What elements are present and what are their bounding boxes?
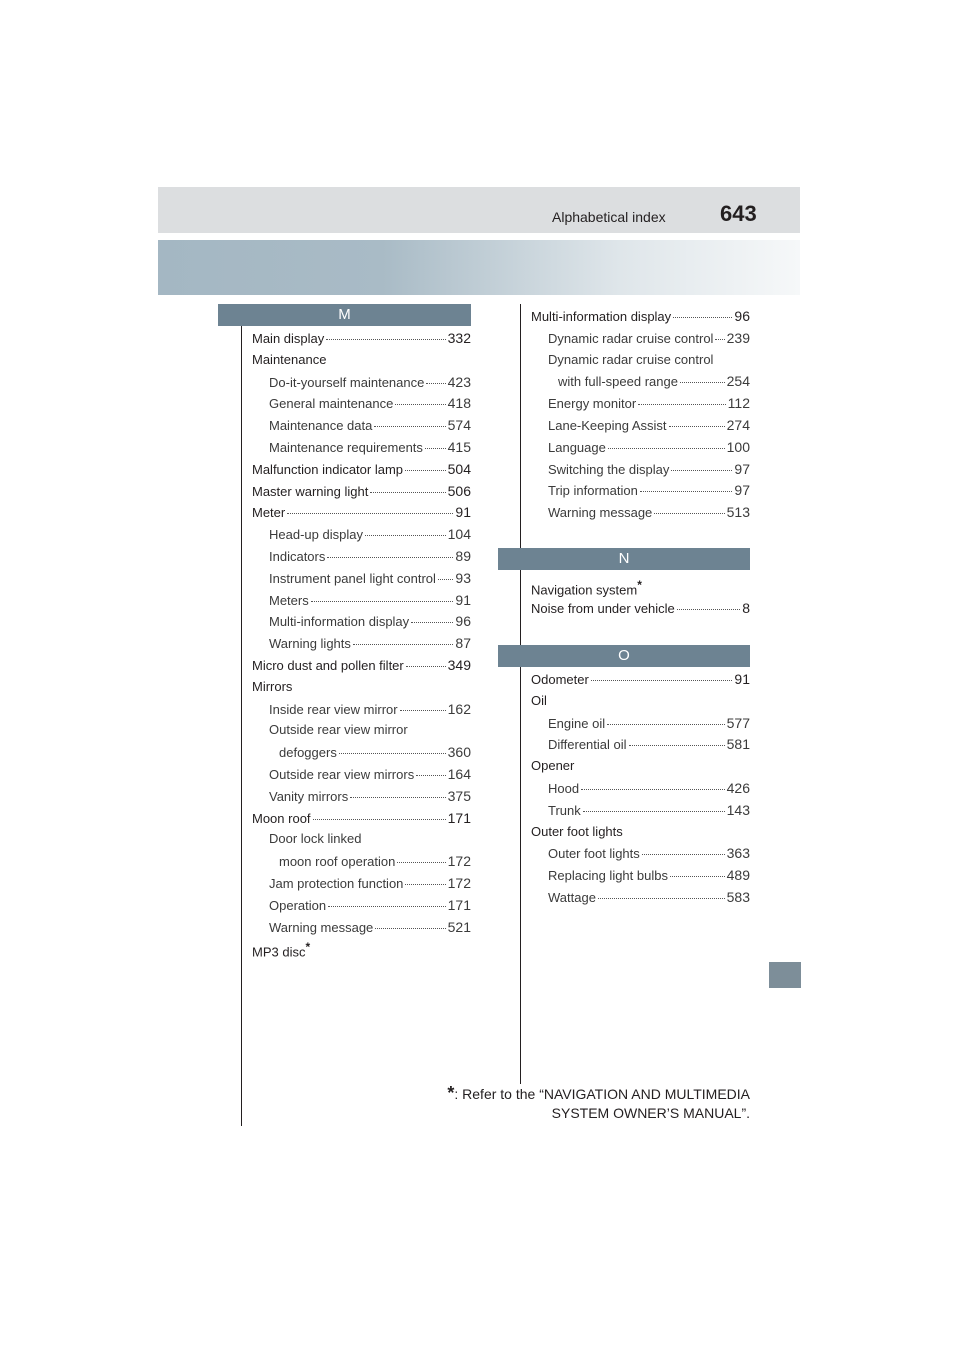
index-entry (252, 330, 471, 346)
index-entry (252, 504, 471, 520)
index-entry (548, 352, 713, 367)
entry-page: 415 (447, 439, 471, 455)
index-entry (269, 526, 471, 542)
leader-dots (287, 513, 453, 514)
index-entry (269, 788, 471, 804)
entry-label: General maintenance (269, 396, 394, 412)
entry-page: 581 (726, 736, 750, 753)
entry-label: Mirrors (252, 678, 293, 694)
index-entry (548, 802, 750, 818)
entry-label: Oil (531, 692, 547, 708)
leader-dots (670, 876, 725, 877)
entry-label: with full-speed range (558, 374, 678, 390)
entry-label: Jam protection function (269, 876, 404, 891)
index-entry (252, 352, 326, 367)
entry-label: Warning message (269, 919, 374, 935)
entry-label: Do-it-yourself maintenance (269, 374, 425, 390)
entry-label: Outside rear view mirror (269, 722, 408, 738)
page-header-bar (158, 187, 800, 233)
index-entry (548, 889, 750, 905)
leader-dots (370, 492, 445, 493)
index-entry (252, 679, 292, 694)
leader-dots (640, 491, 733, 492)
entry-page: 171 (447, 809, 471, 826)
entry-page: 577 (726, 714, 750, 731)
leader-dots (374, 426, 445, 427)
leader-dots (591, 680, 733, 681)
entry-page: 423 (447, 373, 471, 390)
index-entry (531, 308, 750, 324)
entry-label: Trip information (548, 483, 638, 499)
entry-page: 332 (447, 330, 471, 346)
index-entry (531, 671, 750, 687)
entry-page: 239 (726, 329, 750, 346)
leader-dots (326, 339, 445, 340)
leader-dots (328, 906, 446, 907)
index-entry (548, 845, 750, 861)
entry-page: 513 (726, 504, 750, 521)
asterisk-mark: * (637, 578, 642, 592)
header-band (158, 240, 800, 295)
leader-dots (677, 609, 740, 610)
entry-label: Malfunction indicator lamp (252, 461, 404, 477)
entry-label: Head-up display (269, 527, 363, 543)
index-entry (548, 867, 750, 883)
page-number: 643 (720, 201, 757, 226)
entry-page: 418 (447, 395, 471, 412)
leader-dots (654, 513, 724, 514)
leader-dots (673, 317, 732, 318)
entry-label: Main display (252, 331, 325, 346)
index-entry (269, 374, 471, 390)
entry-page: 171 (447, 896, 471, 913)
index-entry (269, 722, 408, 737)
entry-label: Wattage (548, 890, 596, 905)
index-entry (531, 824, 623, 839)
entry-label: Outside rear view mirrors (269, 767, 415, 782)
leader-dots (313, 819, 446, 820)
entry-page: 274 (726, 417, 750, 433)
index-entry (279, 744, 471, 760)
entry-label: Multi-information display (531, 309, 672, 324)
index-entry (269, 570, 471, 586)
leader-dots (583, 811, 725, 812)
index-entry (531, 758, 574, 773)
leader-dots (406, 666, 446, 667)
entry-label: Maintenance requirements (269, 440, 423, 455)
entry-page: 100 (726, 438, 750, 455)
entry-page: 426 (726, 780, 750, 796)
entry-label: Warning lights (269, 636, 351, 652)
index-entry (252, 461, 471, 477)
leader-dots (426, 383, 445, 384)
entry-page: 172 (447, 853, 471, 870)
entry-label: Warning message (548, 505, 653, 521)
index-entry (269, 875, 471, 891)
leader-dots (629, 745, 725, 746)
index-entry (548, 395, 750, 411)
leader-dots (669, 426, 725, 427)
side-tab-marker (769, 962, 801, 988)
index-entry (548, 482, 750, 498)
leader-dots (671, 470, 732, 471)
entry-page: 87 (455, 635, 471, 652)
leader-dots (425, 448, 446, 449)
index-entry (252, 657, 471, 673)
index-entry (269, 919, 471, 935)
leader-dots (598, 898, 725, 899)
index-entry (548, 461, 750, 477)
leader-dots (715, 339, 724, 340)
index-entry (548, 736, 750, 752)
leader-dots (642, 854, 725, 855)
leader-dots (438, 579, 453, 580)
index-entry (252, 483, 471, 499)
entry-label: Opener (531, 758, 575, 774)
entry-page: 504 (447, 460, 471, 477)
entry-label: Micro dust and pollen filter (252, 658, 404, 673)
index-entry (548, 715, 750, 731)
index-entry (531, 578, 642, 597)
index-entry (269, 701, 471, 717)
entry-page: 254 (726, 373, 750, 390)
entry-label: Door lock linked (269, 831, 362, 847)
entry-label: Switching the display (548, 461, 670, 477)
index-entry (558, 373, 750, 389)
entry-page: 164 (447, 766, 471, 782)
entry-page: 91 (455, 504, 471, 521)
leader-dots (365, 535, 446, 536)
entry-page: 521 (447, 918, 471, 935)
entry-page: 112 (727, 395, 750, 412)
index-entry (269, 831, 362, 846)
footnote-line-2: SYSTEM OWNER’S MANUAL”. (551, 1105, 750, 1121)
entry-label: Hood (548, 781, 580, 796)
index-entry (548, 330, 750, 346)
header-title: Alphabetical index (552, 209, 666, 225)
entry-label: Indicators (269, 549, 326, 564)
footnote-line-1: : Refer to the “NAVIGATION AND MULTIMEDIA (454, 1086, 750, 1102)
entry-label: Outer foot lights (548, 846, 640, 862)
entry-page: 97 (734, 482, 750, 499)
entry-label: Engine oil (548, 715, 606, 731)
entry-label: Outer foot lights (531, 823, 623, 839)
index-entry (269, 635, 471, 651)
leader-dots (581, 789, 725, 790)
entry-page: 349 (447, 657, 471, 673)
entry-label: Dynamic radar cruise control (548, 330, 714, 346)
index-entry (548, 417, 750, 433)
asterisk-mark: * (305, 940, 311, 955)
entry-page: 96 (734, 308, 750, 324)
index-entry (252, 940, 310, 959)
index-entry (269, 439, 471, 455)
index-entry (269, 613, 471, 629)
leader-dots (411, 622, 453, 623)
entry-page: 375 (447, 787, 471, 804)
leader-dots (607, 724, 725, 725)
right-column-rule (520, 304, 521, 1084)
index-entry (269, 417, 471, 433)
entry-page: 89 (455, 548, 471, 564)
entry-label: Differential oil (548, 737, 627, 753)
index-entry (548, 439, 750, 455)
entry-page: 104 (447, 526, 471, 543)
entry-label: Replacing light bulbs (548, 868, 668, 884)
leader-dots (350, 797, 445, 798)
entry-page: 489 (726, 867, 750, 884)
leader-dots (405, 470, 446, 471)
section-header-n: N (498, 548, 750, 570)
entry-label: Dynamic radar cruise control (548, 351, 714, 367)
entry-label: Multi-information display (269, 614, 410, 630)
entry-page: 91 (734, 671, 750, 687)
entry-label: moon roof operation (279, 854, 396, 870)
leader-dots (397, 862, 445, 863)
entry-page: 93 (455, 569, 471, 586)
leader-dots (311, 601, 454, 602)
entry-label: Maintenance (252, 351, 327, 367)
entry-page: 143 (726, 801, 750, 818)
index-entry (279, 853, 471, 869)
entry-page: 574 (447, 417, 471, 434)
leader-dots (680, 382, 725, 383)
footnote-star: * (447, 1083, 455, 1103)
entry-label: MP3 disc (252, 944, 306, 960)
leader-dots (405, 884, 445, 885)
section-header-o: O (498, 645, 750, 667)
index-entry (269, 766, 471, 782)
entry-page: 8 (742, 599, 750, 616)
leader-dots (400, 710, 446, 711)
entry-label: Inside rear view mirror (269, 701, 398, 717)
index-entry (269, 897, 471, 913)
index-entry (548, 504, 750, 520)
entry-label: Trunk (548, 802, 581, 818)
entry-label: Navigation system (531, 582, 638, 598)
entry-label: Maintenance data (269, 418, 373, 434)
entry-label: Energy monitor (548, 396, 637, 412)
index-entry (531, 693, 547, 708)
entry-page: 363 (726, 845, 750, 862)
entry-label: Vanity mirrors (269, 788, 349, 804)
entry-page: 172 (447, 875, 471, 891)
leader-dots (327, 557, 453, 558)
leader-dots (638, 404, 726, 405)
index-entry (548, 780, 750, 796)
entry-label: Odometer (531, 672, 589, 687)
entry-label: Meters (269, 592, 309, 608)
leader-dots (375, 928, 445, 929)
entry-page: 360 (447, 744, 471, 761)
entry-page: 506 (447, 482, 471, 499)
entry-label: Operation (269, 897, 327, 913)
leader-dots (353, 644, 454, 645)
entry-page: 96 (455, 613, 471, 630)
left-column-rule (241, 304, 242, 1126)
entry-page: 91 (455, 591, 471, 608)
index-entry (269, 548, 471, 564)
index-entry (269, 395, 471, 411)
leader-dots (416, 775, 445, 776)
entry-label: Noise from under vehicle (531, 600, 675, 616)
footnote (447, 1084, 750, 1123)
leader-dots (395, 404, 445, 405)
entry-page: 97 (734, 460, 750, 477)
entry-page: 162 (447, 700, 471, 717)
leader-dots (608, 448, 725, 449)
entry-label: Lane-Keeping Assist (548, 418, 667, 433)
entry-label: Moon roof (252, 810, 311, 826)
entry-label: Language (548, 439, 606, 455)
entry-label: defoggers (279, 745, 337, 761)
index-entry (252, 810, 471, 826)
entry-page: 583 (726, 889, 750, 905)
index-entry (531, 600, 750, 616)
index-entry (269, 592, 471, 608)
entry-label: Instrument panel light control (269, 570, 436, 586)
entry-label: Meter (252, 505, 286, 521)
section-header-m: M (218, 304, 471, 326)
leader-dots (339, 753, 446, 754)
entry-label: Master warning light (252, 483, 369, 499)
